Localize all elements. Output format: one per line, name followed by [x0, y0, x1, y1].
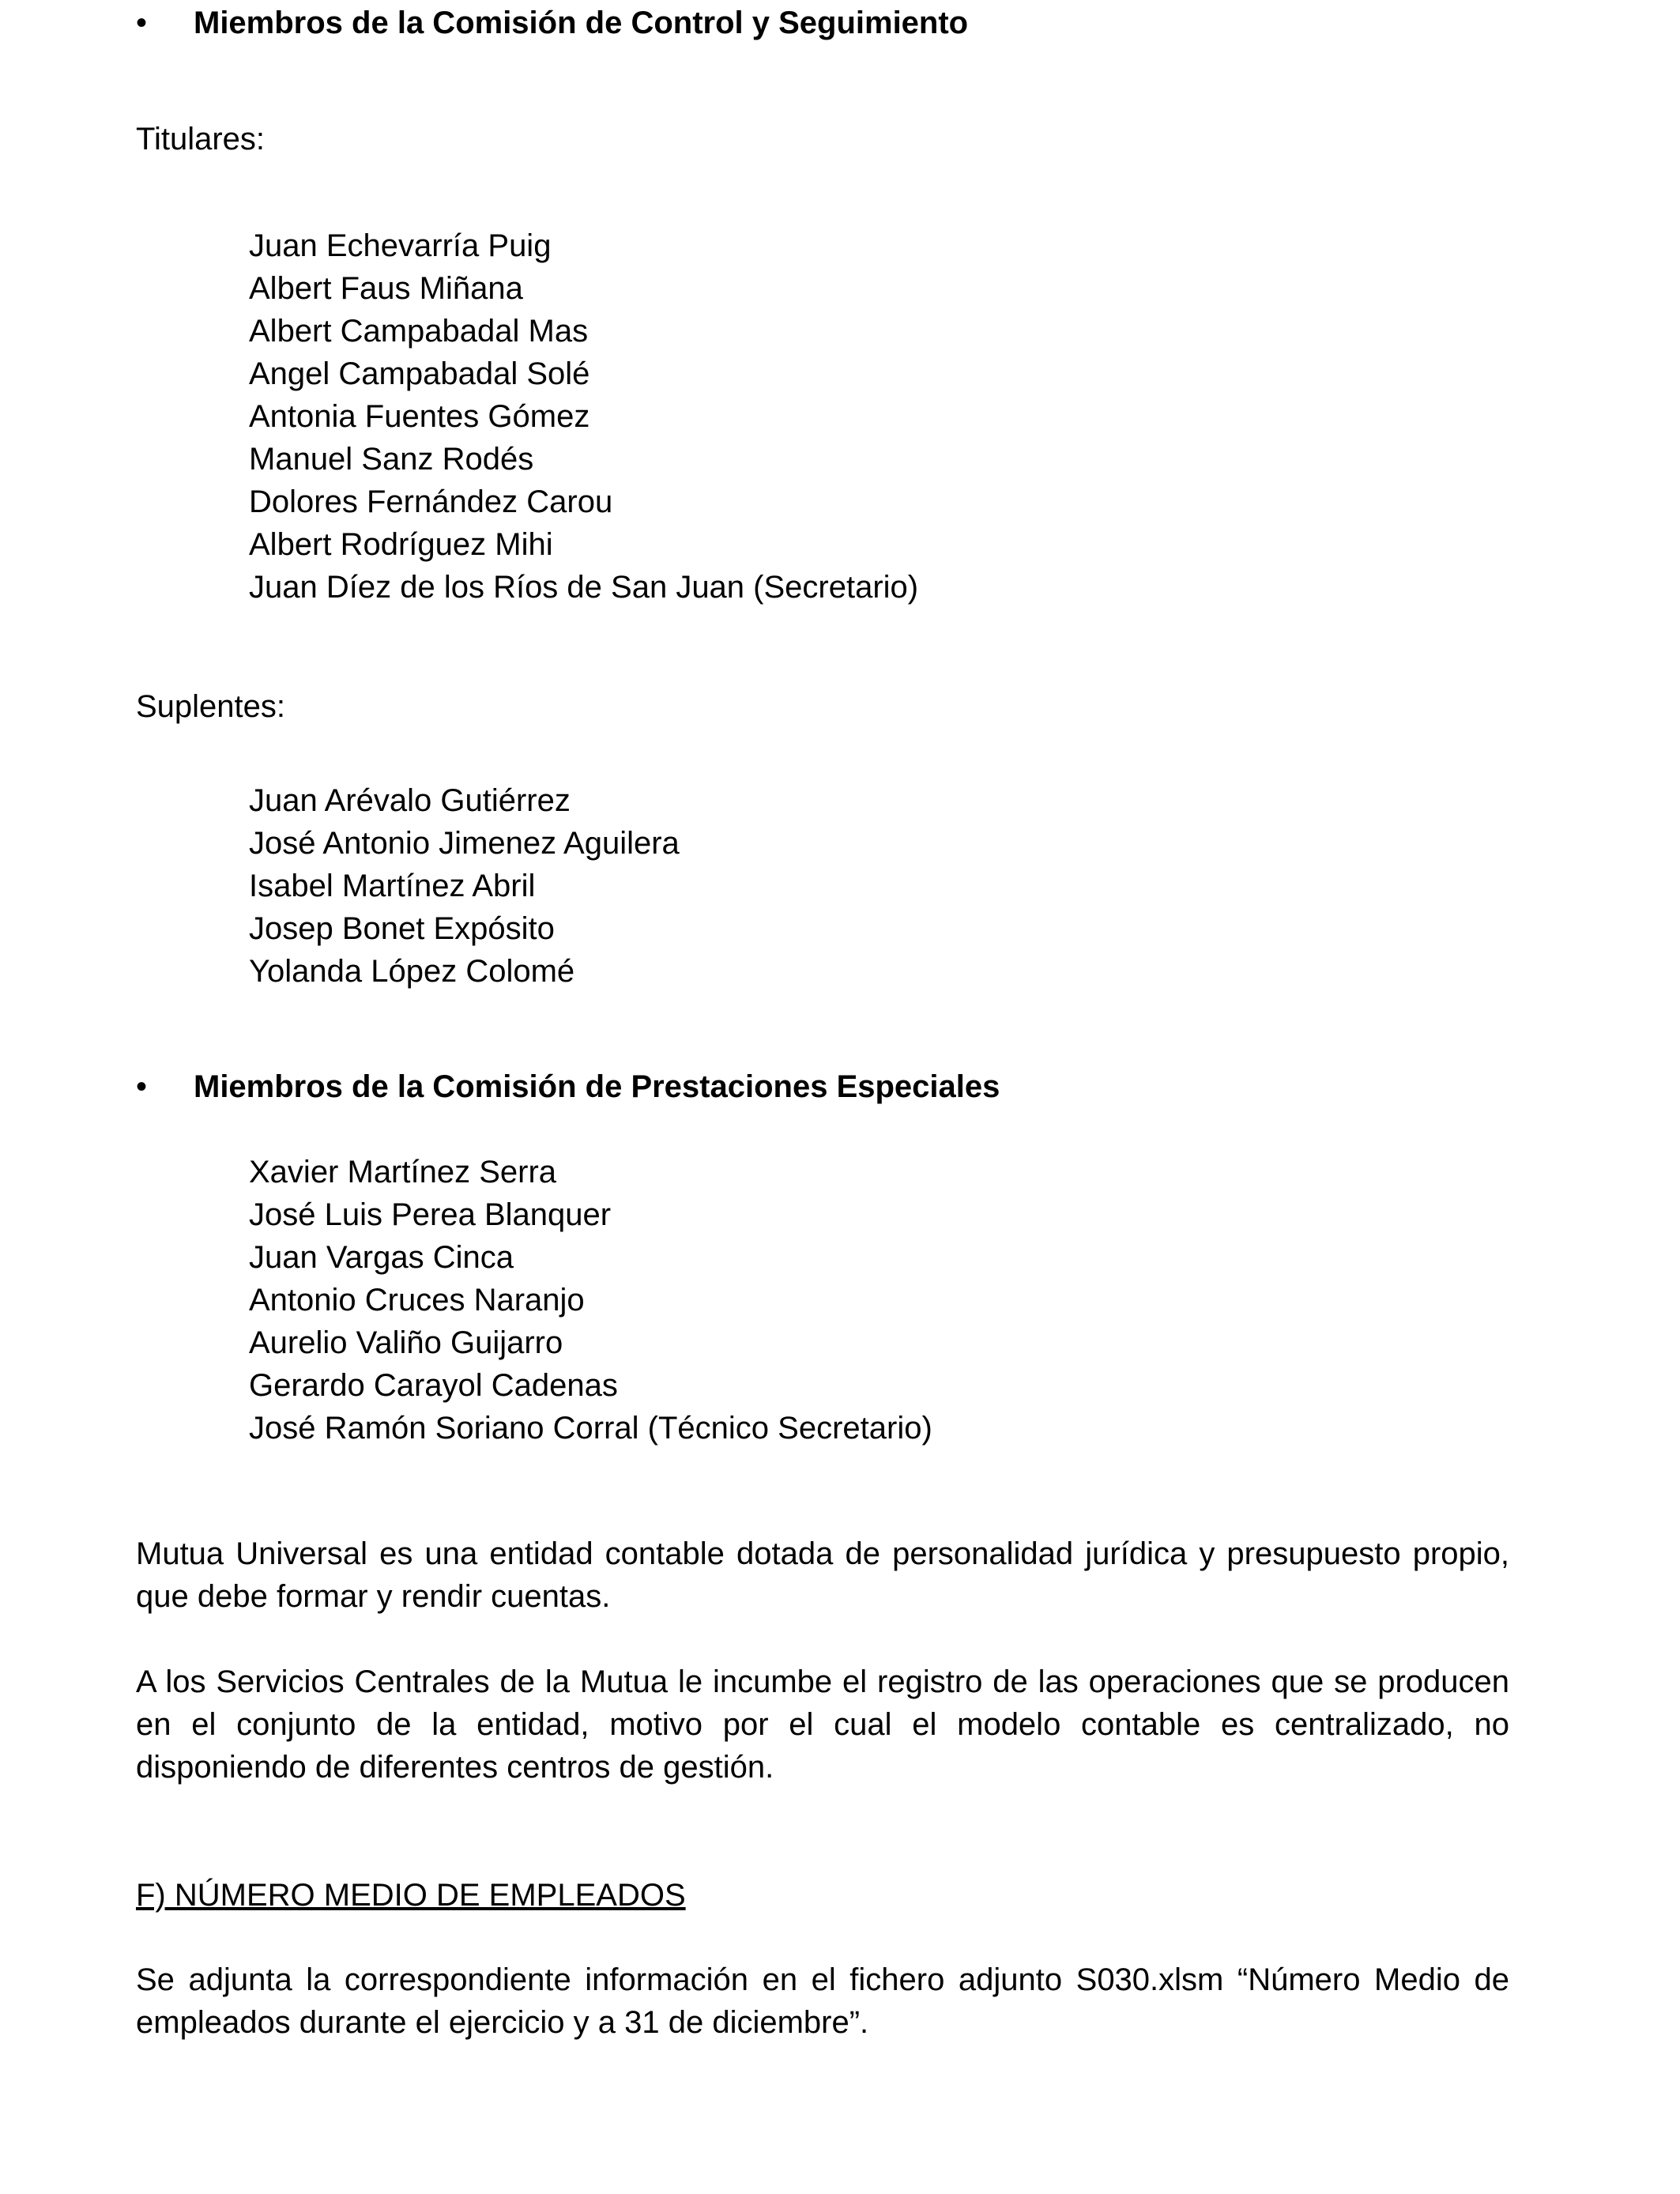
member-name: Juan Vargas Cinca — [249, 1240, 514, 1275]
suplente-name: Juan Arévalo Gutiérrez — [249, 783, 571, 818]
titulares-label: Titulares: — [136, 122, 266, 156]
paragraph-servicios-centrales: A los Servicios Centrales de la Mutua le incumbe el registro de las operaciones que se producen en el conjunto de la entidad, motivo por el cual el modelo contable es centralizado, no disponiendo de diferentes centros de gestión. — [136, 1664, 1509, 1785]
titular-name: Albert Rodríguez Mihi — [249, 527, 553, 562]
member-name: Antonio Cruces Naranjo — [249, 1283, 585, 1318]
suplente-name: Josep Bonet Expósito — [249, 911, 555, 946]
titular-name: Juan Díez de los Ríos de San Juan (Secretario) — [249, 570, 919, 605]
titular-name: Angel Campabadal Solé — [249, 356, 590, 391]
bullet-icon: • — [136, 1069, 148, 1104]
section-heading-control: Miembros de la Comisión de Control y Seguimiento — [194, 6, 969, 40]
titular-name: Albert Campabadal Mas — [249, 314, 589, 349]
section-heading-prestaciones: Miembros de la Comisión de Prestaciones Especiales — [194, 1069, 1000, 1104]
section-heading-f: F) NÚMERO MEDIO DE EMPLEADOS — [136, 1878, 686, 1913]
member-name: José Ramón Soriano Corral (Técnico Secretario) — [249, 1411, 932, 1446]
suplentes-label: Suplentes: — [136, 689, 286, 724]
titular-name: Juan Echevarría Puig — [249, 228, 552, 263]
member-name: Xavier Martínez Serra — [249, 1155, 557, 1189]
titular-name: Dolores Fernández Carou — [249, 484, 613, 519]
suplente-name: José Antonio Jimenez Aguilera — [249, 826, 680, 861]
suplente-name: Yolanda López Colomé — [249, 954, 575, 989]
member-name: José Luis Perea Blanquer — [249, 1197, 612, 1232]
titular-name: Albert Faus Miñana — [249, 271, 523, 306]
member-name: Aurelio Valiño Guijarro — [249, 1325, 563, 1360]
titular-name: Manuel Sanz Rodés — [249, 442, 534, 477]
titular-name: Antonia Fuentes Gómez — [249, 399, 590, 434]
bullet-icon: • — [136, 6, 148, 40]
suplente-name: Isabel Martínez Abril — [249, 869, 536, 903]
paragraph-numero-medio: Se adjunta la correspondiente información en el fichero adjunto S030.xlsm “Número Medio de empleados durante el ejercicio y a 31 de diciembre”. — [136, 1962, 1509, 2040]
member-name: Gerardo Carayol Cadenas — [249, 1368, 618, 1403]
paragraph-entidad-contable: Mutua Universal es una entidad contable dotada de personalidad jurídica y presupuesto propio, que debe formar y rendir cuentas. — [136, 1536, 1509, 1614]
